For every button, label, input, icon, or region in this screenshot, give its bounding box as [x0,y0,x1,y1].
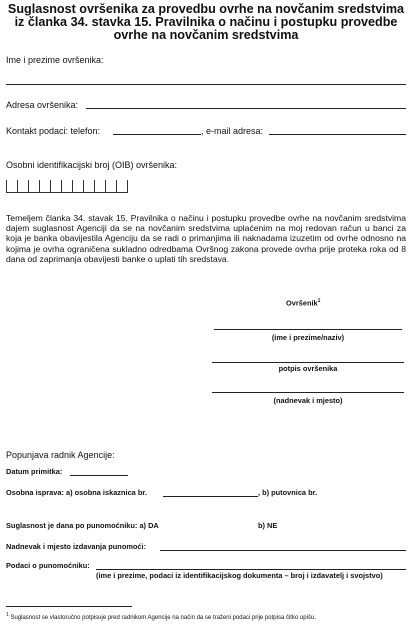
agent-data-caption: (ime i prezime, podaci iz identifikacijskog dokumenta – broj i izdavatelj i svojstvo) [96,571,383,580]
debtor-address-label: Adresa ovršenika: [6,100,79,110]
debtor-address-line[interactable] [86,108,406,109]
debtor-name-line[interactable] [6,84,406,85]
oib-digit-box[interactable] [105,180,116,193]
receipt-date-line[interactable] [70,475,128,476]
signature-date-caption: (nadnevak i mjesto) [273,396,343,405]
signature-name-line[interactable] [214,329,402,330]
agent-data-line[interactable] [96,569,406,570]
oib-digit-box[interactable] [61,180,72,193]
debtor-name-label: Ime i prezime ovršenika: [6,55,104,65]
signature-date-line[interactable] [212,392,404,393]
oib-digit-box[interactable] [72,180,83,193]
oib-digit-box[interactable] [17,180,28,193]
oib-input-boxes[interactable] [6,180,128,193]
form-title-line-1: Suglasnost ovršenika za provedbu ovrhe na novčanim sredstvima [7,2,405,16]
consent-by-agent-label: Suglasnost je dana po punomoćniku: a) DA [6,521,159,530]
form-title-line-3: ovrhe na novčanim sredstvima [113,28,299,42]
oib-digit-box[interactable] [83,180,94,193]
oib-digit-box[interactable] [50,180,61,193]
footnote-text: Suglasnost se vlastoručno potpisuje pred radnikom Agencije na način da se traženi podaci prije potpisa čitko upišu. [10,615,316,621]
oib-digit-box[interactable] [116,180,128,193]
id-card-label: Osobna isprava: a) osobna iskaznica br. [6,488,147,497]
signature-heading-text: Ovršenik [286,298,318,308]
footnote-number: 1 [6,612,9,618]
consent-paragraph: Temeljem članka 34. stavak 15. Pravilnika o načinu i postupku provedbe ovrhe na novčanim sredstvima dajem suglasnost Agenciji da se na novčanim sredstvima uplaćenim na moj redovan račun u banci za koja je banka obavijestila Agenciju da se radi o primanjima ili naknadama izuzetim od ovrhe odnosno na kojima je ovrha ograničena sukladno odredbama Ovršnog zakona provede ovrha prije proteka roka od 8 dana od zaprimanja obavijesti banke o uplati tih sredstava. [6,213,406,264]
contact-email-line[interactable] [269,134,406,135]
signature-sign-line[interactable] [212,362,404,363]
agency-heading: Popunjava radnik Agencije: [6,450,115,460]
footnote [6,612,316,621]
oib-digit-box[interactable] [94,180,105,193]
signature-name-caption: (ime i prezime/naziv) [271,333,345,342]
signature-sign-caption: potpis ovršenika [278,364,338,373]
receipt-date-label: Datum primitka: [6,467,63,476]
form-title-line-2: iz članka 34. stavka 15. Pravilnika o načinu i postupku provedbe [14,15,398,29]
oib-digit-box[interactable] [6,180,17,193]
contact-email-label: , e-mail adresa: [201,126,264,136]
contact-phone-label: Kontakt podaci: telefon: [6,126,101,136]
poa-label: Nadnevak i mjesto izdavanja punomoći: [6,542,147,551]
oib-label: Osobni identifikacijski broj (OIB) ovršenika: [6,160,178,170]
passport-label: , b) putovnica br. [258,488,318,497]
signature-heading [286,298,320,307]
id-card-line[interactable] [163,496,258,497]
footnote-separator [6,606,132,607]
consent-by-agent-no: b) NE [258,521,278,530]
agent-data-label: Podaci o punomoćniku: [6,561,90,570]
poa-line[interactable] [160,550,406,551]
footnote-reference: 1 [317,298,321,304]
contact-phone-line[interactable] [113,134,201,135]
oib-digit-box[interactable] [39,180,50,193]
oib-digit-box[interactable] [28,180,39,193]
